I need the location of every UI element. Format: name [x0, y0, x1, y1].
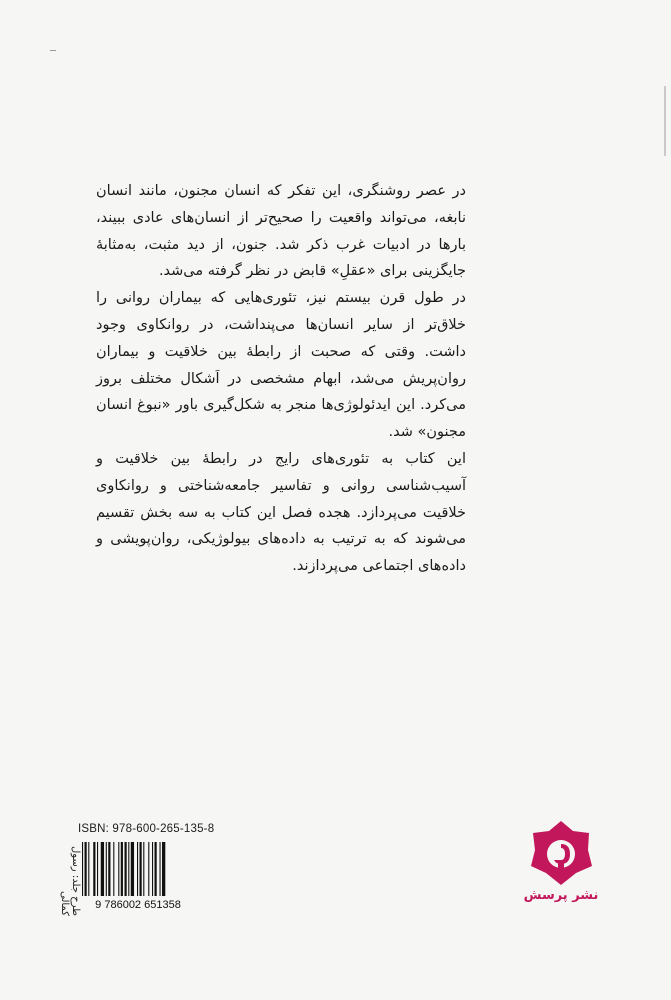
spine-edge-mark	[664, 86, 666, 156]
barcode-bar	[131, 842, 134, 896]
barcode-bar	[160, 842, 161, 896]
barcode-bar	[88, 842, 89, 896]
barcode-bar	[121, 842, 123, 896]
barcode-bar	[113, 842, 114, 896]
publisher-name: نشر پرسش	[523, 888, 599, 903]
barcode-bar	[143, 842, 144, 896]
blurb-paragraph-1: در عصر روشنگری، این تفکر که انسان مجنون، مانند انسان نابغه، می‌تواند واقعیت را صحیح‌تر از انسان‌های عادی ببیند، بارها در ادبیات غرب ذکر شد. جنون، از دید مثبت، به‌مثابهٔ جایگزینی برای «عقلِ» قابض در نظر گرفته می‌شد.	[96, 183, 466, 280]
barcode-bar	[148, 842, 149, 896]
barcode-bar	[125, 842, 127, 896]
barcode-bar	[108, 842, 110, 896]
barcode-bar	[118, 842, 119, 896]
print-mark	[50, 50, 56, 51]
barcode-bar	[128, 842, 129, 896]
barcode-bar	[152, 842, 153, 896]
barcode-bar	[85, 842, 87, 896]
cover-designer-credit: طرح جلد: رسول کمالی	[59, 845, 81, 916]
barcode-bar	[155, 842, 157, 896]
isbn-barcode	[78, 840, 198, 910]
back-cover-blurb	[96, 178, 466, 580]
barcode-bar	[137, 842, 138, 896]
isbn-text: ISBN: 978-600-265-135-8	[78, 823, 215, 835]
barcode-digits: 9 786002 651358	[95, 899, 181, 910]
barcode-bar	[101, 842, 104, 896]
barcode-bar	[162, 842, 165, 896]
blurb-paragraph-2: در طول قرن بیستم نیز، تئوری‌هایی که بیماران روانی را خلاق‌تر از سایر انسان‌ها می‌پنداشت، در روانکاوی وجود داشت. وقتی که صحبت از رابطهٔ بین خلاقیت و بیماران روان‌پریش می‌شد، ابهام مشخصی در اَشکال مختلف بروز می‌کرد. این ایدئولوژی‌ها منجر به شکل‌گیری باور «نبوغ انسان مجنون» شد.	[96, 290, 466, 441]
blurb-paragraph-3: این کتاب به تئوری‌های رایج در رابطهٔ بین خلاقیت و آسیب‌شناسی روانی و تفاسیر جامعه‌شناختی و روانکاوی خلاقیت می‌پردازد. هجده فصل این کتاب به سه بخش تقسیم می‌شوند که به ترتیب به داده‌های بیولوژیکی، روان‌پویشی و داده‌های اجتماعی می‌پردازند.	[96, 450, 466, 575]
publisher-logo-icon	[530, 820, 592, 886]
barcode-bar	[140, 842, 142, 896]
barcode-bar	[93, 842, 95, 896]
barcode-bar	[97, 842, 98, 896]
barcode-bar	[106, 842, 107, 896]
barcode-bar	[82, 842, 83, 896]
